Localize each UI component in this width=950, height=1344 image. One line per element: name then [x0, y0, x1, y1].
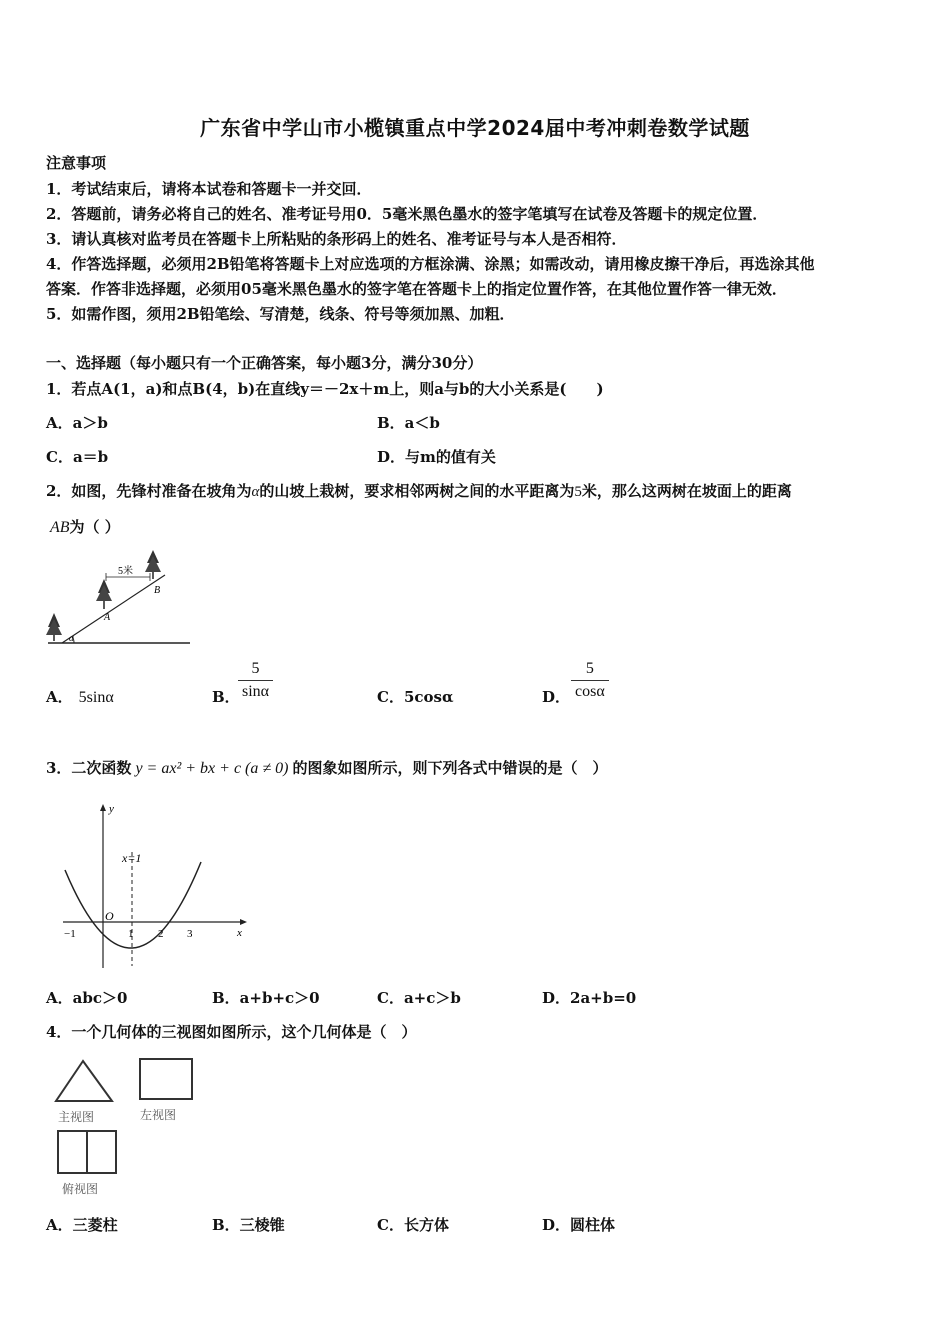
front-view-label: 主视图 — [58, 1110, 95, 1124]
q2-option-d-num: 5 — [585, 660, 594, 677]
left-view-label: 左视图 — [140, 1108, 177, 1122]
q2-stem-end: 为（ ） — [69, 518, 120, 536]
q3-option-c: C．a+c＞b — [377, 989, 461, 1007]
notice-item-1: 1．考试结束后，请将本试卷和答题卡一并交回． — [46, 180, 372, 198]
q3-stem-pre: 3．二次函数 — [46, 759, 132, 777]
fig-tick-2: 2 — [158, 928, 164, 940]
q2-option-c: C．5cosα — [377, 688, 454, 706]
q4-option-d: D．圆柱体 — [542, 1216, 616, 1234]
page-title: 广东省中学山市小榄镇重点中学2024届中考冲刺卷数学试题 — [200, 116, 750, 140]
q3-option-a: A．abc＞0 — [46, 989, 128, 1007]
slope-line — [62, 575, 165, 643]
section-heading: 一、选择题（每小题只有一个正确答案，每小题3分，满分30分） — [46, 354, 483, 372]
q1-option-a: A．a＞b — [46, 414, 108, 432]
fig-distance-label: 5米 — [118, 566, 133, 577]
q2-stem — [46, 480, 792, 501]
q2-option-a — [46, 686, 114, 707]
q2-option-a-label: A． — [46, 688, 73, 706]
notice-heading: 注意事项 — [46, 154, 107, 172]
q2-option-d-label: D． — [542, 688, 571, 706]
q3-stem-post: 的图象如图所示，则下列各式中错误的是（ ） — [292, 759, 608, 777]
q2-option-b-den: sinα — [242, 683, 270, 700]
q2-option-b-num: 5 — [251, 660, 260, 677]
q4-three-views-figure — [50, 1055, 200, 1200]
fig-y-label: y — [109, 803, 114, 815]
front-view-triangle — [56, 1061, 112, 1101]
fig-tick-1: 1 — [128, 928, 134, 940]
q2-stem-line2 — [50, 516, 120, 537]
q1-option-b: B．a＜b — [377, 414, 440, 432]
top-view-label: 俯视图 — [62, 1182, 99, 1196]
q1-option-d: D．与m的值有关 — [377, 448, 496, 466]
q1-stem: 1．若点A(1，a)和点B(4，b)在直线y＝－2x＋m上，则a与b的大小关系是( ) — [46, 380, 604, 398]
fig-alpha: α — [69, 633, 74, 643]
q2-stem-post: 米，那么这两树在坡面上的距离 — [581, 482, 792, 500]
q2-alpha: α — [251, 484, 260, 500]
fig-x-label: x — [237, 927, 242, 939]
q2-ab: AB — [50, 519, 70, 536]
fig-origin: O — [105, 909, 114, 923]
q2-five: 5 — [574, 484, 582, 500]
notice-item-4: 4．作答选择题，必须用2B铅笔将答题卡上对应选项的方框涂满、涂黑；如需改动，请用橡皮擦干净后，再选涂其他 — [46, 255, 815, 273]
q3-option-b: B．a+b+c＞0 — [212, 989, 320, 1007]
q2-slope-figure — [40, 545, 200, 650]
tree-icon-bottom — [46, 613, 62, 641]
q2-option-d-fraction — [571, 660, 609, 701]
fig-label-a: A — [104, 612, 111, 623]
q4-option-a: A．三菱柱 — [46, 1216, 118, 1234]
q2-option-a-value: 5sinα — [78, 689, 114, 706]
notice-item-5: 5．如需作图，须用2B铅笔绘、写清楚，线条、符号等须加黑、加粗． — [46, 305, 515, 323]
q2-option-b-fraction — [238, 660, 273, 701]
q3-option-d: D．2a+b=0 — [542, 989, 637, 1007]
q2-option-d-den: cosα — [575, 683, 605, 700]
notice-item-4-cont: 答案．作答非选择题，必须用05毫米黑色墨水的签字笔在答题卡上的指定位置作答，在其他位置作答一律无效． — [46, 280, 787, 298]
q2-stem-mid: 的山坡上栽树，要求相邻两树之间的水平距离为 — [259, 482, 575, 500]
tree-icon-b — [145, 550, 161, 579]
q2-option-b-label: B． — [212, 688, 240, 706]
notice-item-2: 2．答题前，请务必将自己的姓名、准考证号用0．5毫米黑色墨水的签字笔填写在试卷及答题卡的规定位置． — [46, 205, 768, 223]
tree-icon-a — [96, 579, 112, 609]
q4-stem: 4．一个几何体的三视图如图所示，这个几何体是（ ） — [46, 1023, 417, 1041]
fig-tick-neg1: −1 — [64, 928, 76, 940]
q1-option-c: C．a＝b — [46, 448, 109, 466]
q3-formula: y = ax² + bx + c (a ≠ 0) — [135, 760, 289, 777]
notice-item-3: 3．请认真核对监考员在答题卡上所粘贴的条形码上的姓名、准考证号与本人是否相符． — [46, 230, 627, 248]
q3-parabola-figure — [55, 800, 255, 972]
q4-option-c: C．长方体 — [377, 1216, 449, 1234]
q2-stem-pre: 2．如图，先锋村准备在坡角为 — [46, 482, 252, 500]
left-view-rect — [140, 1059, 192, 1099]
q4-option-b: B．三棱锥 — [212, 1216, 285, 1234]
fig-tick-3: 3 — [187, 928, 193, 940]
q3-stem — [46, 757, 608, 778]
fig-symmetry-label: x=1 — [122, 851, 142, 865]
fig-label-b: B — [154, 585, 161, 596]
